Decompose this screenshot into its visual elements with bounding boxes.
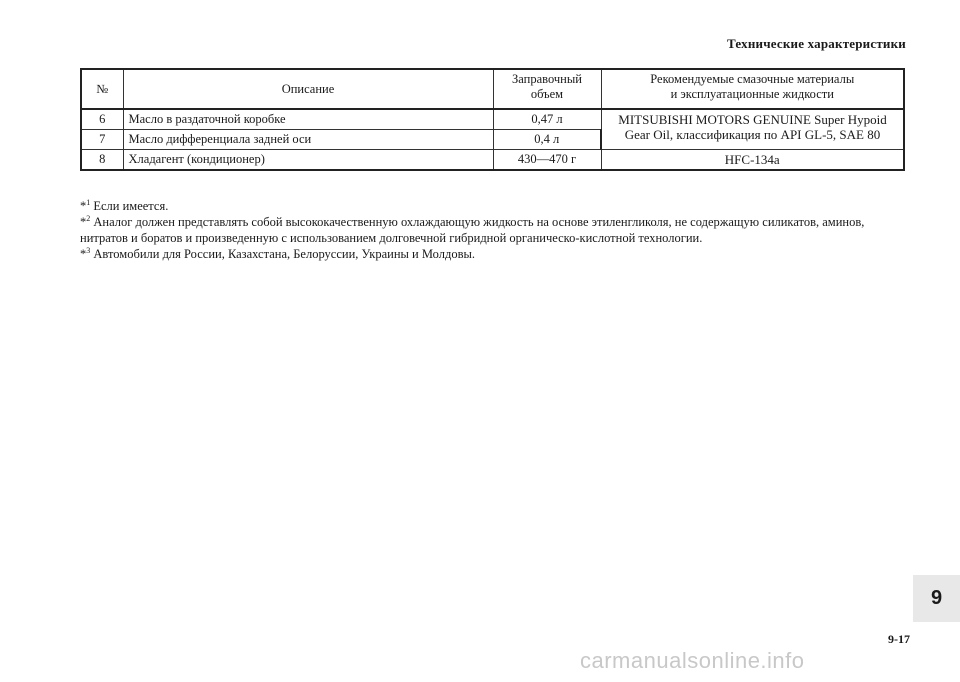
row-volume: 0,4 л	[493, 130, 601, 150]
column-header-number: №	[81, 69, 123, 109]
footnote-text: Автомобили для России, Казахстана, Белоруссии, Украины и Молдовы.	[90, 247, 476, 261]
footnotes	[80, 198, 910, 262]
section-title: Технические характеристики	[727, 36, 906, 51]
footnote-mark: *	[80, 199, 87, 213]
table-header-row	[81, 69, 904, 109]
row-volume: 0,47 л	[493, 109, 601, 130]
footnote-3	[80, 246, 910, 262]
footnote-sup: 3	[86, 245, 91, 255]
column-header-recommended: Рекомендуемые смазочные материалы и эксплуатационные жидкости	[601, 69, 904, 109]
footnote-2	[80, 214, 910, 246]
footnote-mark: *	[80, 247, 87, 261]
footnote-sup: 2	[86, 213, 91, 223]
row-recommended: HFC-134a	[601, 150, 904, 171]
column-header-description: Описание	[123, 69, 493, 109]
chapter-tab: 9	[913, 575, 960, 622]
row-description: Масло в раздаточной коробке	[123, 109, 493, 130]
specifications-table	[80, 68, 905, 171]
row-description: Масло дифференциала задней оси	[123, 130, 493, 150]
footnote-text: Аналог должен представлять собой высококачественную охлаждающую жидкость на основе этиленгликоля, не содержащую силикатов, аминов, нитратов и боратов и произведенную с использованием долговечной гибридной органическо-кислотной технологии.	[80, 215, 865, 245]
footnote-1	[80, 198, 910, 214]
footnote-text: Если имеется.	[90, 199, 169, 213]
column-header-volume: Заправочный объем	[493, 69, 601, 109]
table-row	[81, 150, 904, 171]
row-number: 7	[81, 130, 123, 150]
row-volume: 430—470 г	[493, 150, 601, 171]
table-row	[81, 109, 904, 130]
row-number: 6	[81, 109, 123, 130]
row-number: 8	[81, 150, 123, 171]
footnote-mark: *	[80, 215, 87, 229]
row-description: Хладагент (кондиционер)	[123, 150, 493, 171]
watermark: carmanualsonline.info	[580, 648, 805, 673]
row-recommended-merged: MITSUBISHI MOTORS GENUINE Super Hypoid Gear Oil, классификация по API GL-5, SAE 80	[601, 109, 904, 150]
page-number: 9-17	[888, 632, 910, 646]
footnote-sup: 1	[86, 197, 91, 207]
